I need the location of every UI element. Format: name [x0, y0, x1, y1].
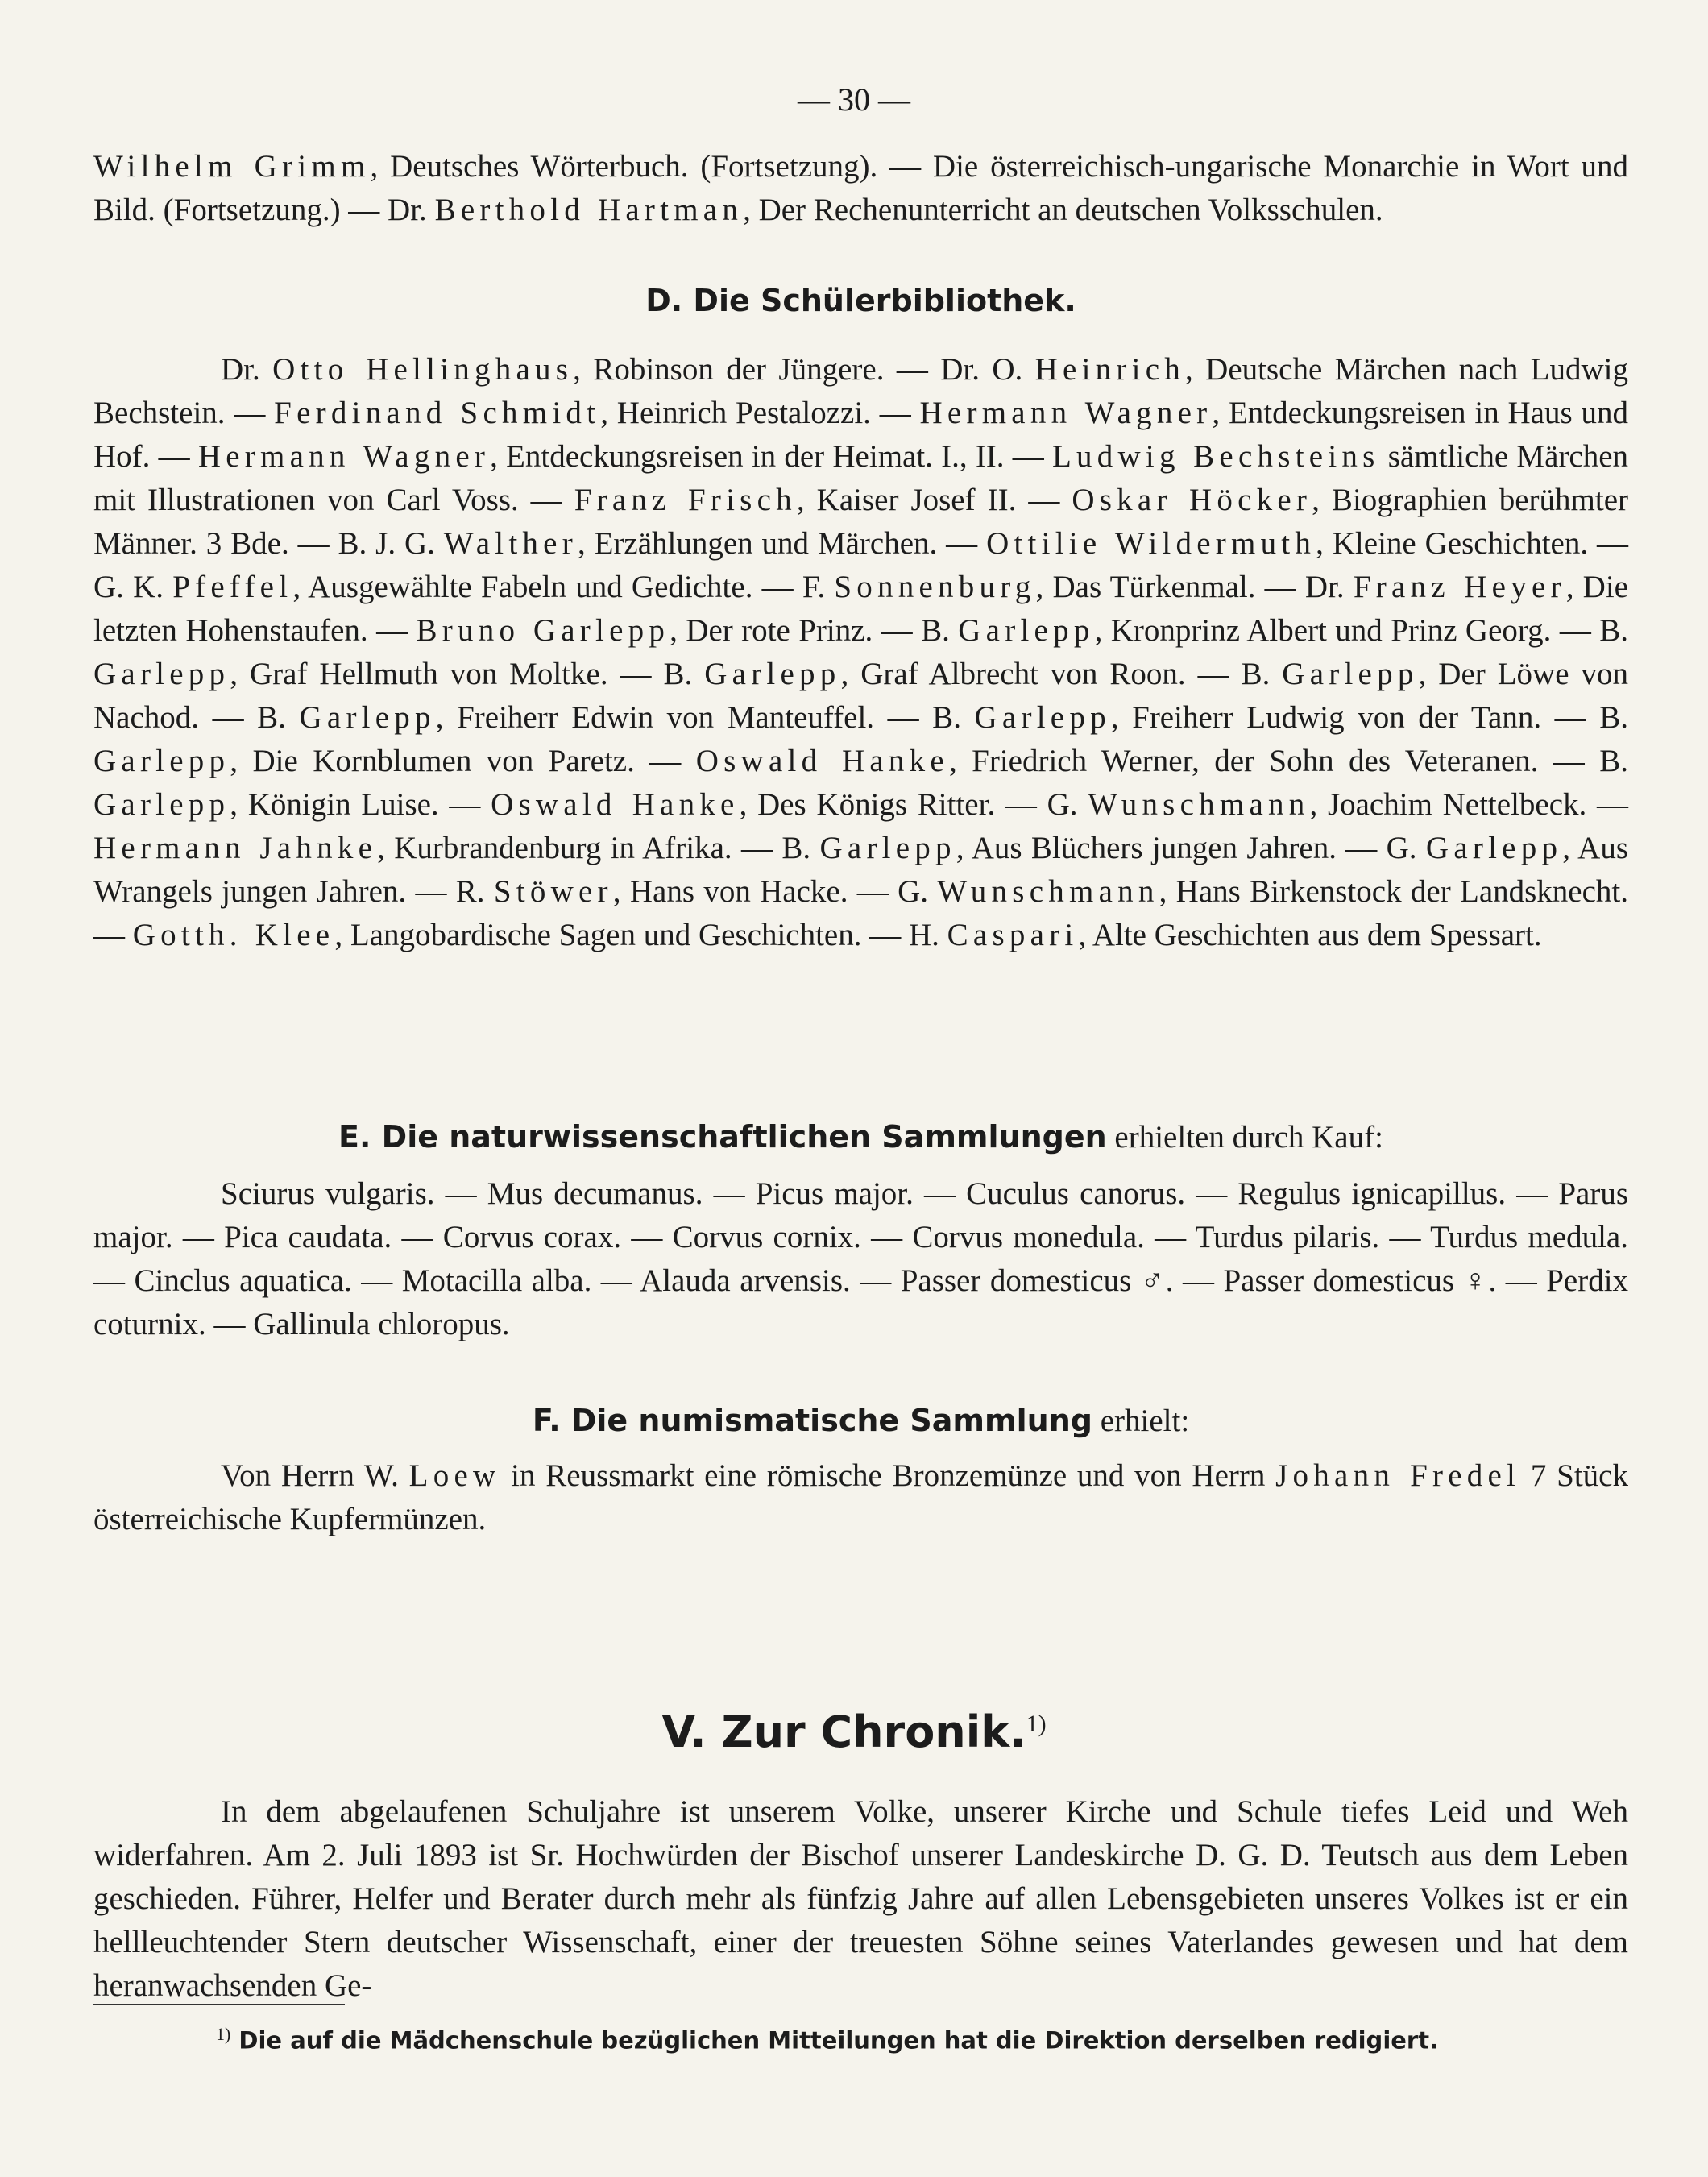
author-name: Garlepp	[93, 744, 230, 778]
author-name: Hermann Wagner	[919, 396, 1213, 430]
footnote: $^{1)}$ Die auf die Mädchenschule bezüglichen Mitteilungen hat die Direktion derselben redigiert.	[216, 2024, 1439, 2055]
section-d-paragraph	[93, 348, 1628, 957]
author-name: Bruno Garlepp	[416, 613, 670, 648]
author-name: Oswald Hanke	[491, 787, 740, 822]
title-text: , Aus Wrangels jungen Jahren. — R.	[93, 831, 1629, 909]
title-text: , Der rote Prinz. — B.	[670, 613, 959, 648]
author-name: Pfeffel	[172, 570, 293, 604]
title-text: , Kleine Geschichten. — G. K.	[93, 526, 1629, 604]
title-text: , Robinson der Jüngere. — Dr. O.	[573, 352, 1035, 387]
title-text: , Der Löwe von Nachod. — B.	[93, 657, 1628, 735]
title-text: , Das Türkenmal. — Dr.	[1035, 570, 1354, 604]
title-text: , Erzählungen und Märchen. —	[577, 526, 987, 561]
author-name: Wilhelm Grimm	[93, 149, 371, 184]
donor-name: Loew	[408, 1458, 501, 1493]
title-text: , Graf Hellmuth von Moltke. — B.	[230, 657, 705, 691]
footnote-reference: 1)	[1026, 1710, 1047, 1737]
author-name: Heinrich	[1034, 352, 1186, 387]
title-text: , Königin Luise. —	[230, 787, 491, 822]
title-text: , Graf Albrecht von Roon. — B.	[840, 657, 1283, 691]
author-name: Oswald Hanke	[695, 744, 949, 778]
title-text: , Ausgewählte Fabeln und Gedichte. — F.	[292, 570, 835, 604]
author-name: Garlepp	[299, 700, 436, 735]
title-text: , Friedrich Werner, der Sohn des Veteranen. — B.	[948, 744, 1628, 778]
author-name: Franz Frisch	[574, 483, 797, 517]
title-text: , Joachim Nettelbeck. —	[1309, 787, 1628, 822]
author-name: Walther	[443, 526, 578, 561]
section-e-heading: E. Die naturwissenschaftlichen Sammlungen erhielten durch Kauf:	[338, 1119, 1383, 1155]
author-name: Garlepp	[1282, 657, 1419, 691]
title-text: , Kurbrandenburg in Afrika. — B.	[377, 831, 820, 865]
chronik-paragraph: In dem abgelaufenen Schuljahre ist unserem Volke, unserer Kirche und Schule tiefes Leid und Weh widerfahren. Am 2. Juli 1893 ist Sr. Hochwürden der Bischof unserer Landeskirche D. G. D. Teutsch aus dem Leben geschieden. Führer, Helfer und Berater durch mehr als fünfzig Jahre auf allen Lebensgebieten unseres Volkes ist er ein hellleuchtender Stern deutscher Wissenschaft, einer der treuesten Söhne seines Vaterlandes gewesen und hat dem heranwachsenden Ge-	[93, 1794, 1628, 2003]
title-text: , Hans von Hacke. — G.	[612, 874, 938, 909]
footnote-divider	[93, 2004, 345, 2005]
donor-name: Johann Fredel	[1275, 1458, 1521, 1493]
author-name: Garlepp	[1425, 831, 1563, 865]
title-text: , Heinrich Pestalozzi. —	[600, 396, 920, 430]
title-text: , Entdeckungsreisen in Haus und Hof. —	[93, 396, 1628, 474]
title-text: , Entdeckungsreisen in der Heimat. I., II. —	[490, 439, 1052, 474]
title-text: , Biographien berühmter Männer. 3 Bde. — B. J. G.	[93, 483, 1628, 561]
author-name: Garlepp	[819, 831, 956, 865]
title-text: , Alte Geschichten aus dem Spessart.	[1078, 918, 1542, 952]
author-name: Garlepp	[93, 787, 230, 822]
author-name: Sonnenburg	[834, 570, 1036, 604]
title-text: , Freiherr Ludwig von der Tann. — B.	[1110, 700, 1628, 735]
title-text: , Des Königs Ritter. — G.	[739, 787, 1088, 822]
title-text: , Die letzten Hohenstaufen. —	[93, 570, 1628, 648]
author-name: Garlepp	[974, 700, 1111, 735]
chapter-title: V. Zur Chronik.$^{1)}$	[661, 1706, 1047, 1757]
section-f-paragraph: Von Herrn W. Loew in Reussmarkt eine römische Bronzemünze und von Herrn Johann Fredel 7 Stück österreichische Kupfermünzen.	[93, 1458, 1628, 1536]
author-name: Berthold Hartman	[434, 193, 744, 227]
author-name: Ferdinand Schmidt	[274, 396, 601, 430]
female-sign-icon: ♀	[1463, 1263, 1489, 1298]
author-name: Caspari	[947, 918, 1079, 952]
section-e	[93, 1115, 1628, 1346]
section-f	[93, 1399, 1628, 1541]
section-e-paragraph: Sciurus vulgaris. — Mus decumanus. — Picus major. — Cuculus canorus. — Regulus ignicapillus. — Parus major. — Pica caudata. — Corvus corax. — Corvus cornix. — Corvus monedula. — Turdus pilaris. — Turdus medula. — Cinclus aquatica. — Motacilla alba. — Alauda arvensis. — Passer domesticus ♂. — Passer domesticus ♀. — Perdix coturnix. — Gallinula chloropus.	[93, 1176, 1629, 1341]
title-text: Dr.	[221, 352, 273, 387]
author-name: Garlepp	[958, 613, 1095, 648]
title-text: sämtliche Märchen mit Illustrationen von Carl Voss. —	[93, 439, 1629, 517]
title-text: , Freiherr Edwin von Manteuffel. — B.	[435, 700, 975, 735]
intro-paragraph: Wilhelm Grimm, Deutsches Wörterbuch. (Fortsetzung). — Die österreichisch-ungarische Monarchie in Wort und Bild. (Fortsetzung.) — Dr. Berthold Hartman, Der Rechenunterricht an deutschen Volksschulen.	[93, 149, 1628, 227]
author-name: Wunschmann	[937, 874, 1159, 909]
author-name: Garlepp	[704, 657, 841, 691]
author-name: Otto Hellinghaus	[272, 352, 574, 387]
author-name: Oskar Höcker	[1072, 483, 1312, 517]
author-name: Ottilie Wildermuth	[986, 526, 1316, 561]
title-text: , Hans Birkenstock der Landsknecht. —	[93, 874, 1629, 952]
author-name: Stöwer	[493, 874, 613, 909]
author-name: Ludwig Bechsteins	[1051, 439, 1380, 474]
author-name: Hermann Jahnke	[93, 831, 378, 865]
author-name: Hermann Wagner	[197, 439, 491, 474]
title-text: , Kronprinz Albert und Prinz Georg. — B.	[1094, 613, 1629, 648]
author-name: Franz Heyer	[1353, 570, 1566, 604]
author-name: Garlepp	[93, 657, 230, 691]
intro-block	[93, 145, 1628, 232]
page-number: — 30 —	[798, 81, 910, 118]
title-text: , Langobardische Sagen und Geschichten. — H.	[334, 918, 947, 952]
author-name: Gotth. Klee	[132, 918, 335, 952]
section-d-heading: D. Die Schülerbibliothek.	[645, 283, 1076, 318]
title-text: , Kaiser Josef II. —	[796, 483, 1072, 517]
section-d	[93, 279, 1628, 957]
author-name: Wunschmann	[1088, 787, 1310, 822]
title-text: , Aus Blüchers jungen Jahren. — G.	[956, 831, 1426, 865]
title-text: , Deutsche Märchen nach Ludwig Bechstein. —	[93, 352, 1628, 430]
section-f-heading: F. Die numismatische Sammlung erhielt:	[532, 1403, 1190, 1438]
chronik-block	[93, 1790, 1628, 2008]
male-sign-icon: ♂	[1140, 1263, 1166, 1298]
title-text: , Die Kornblumen von Paretz. —	[230, 744, 696, 778]
